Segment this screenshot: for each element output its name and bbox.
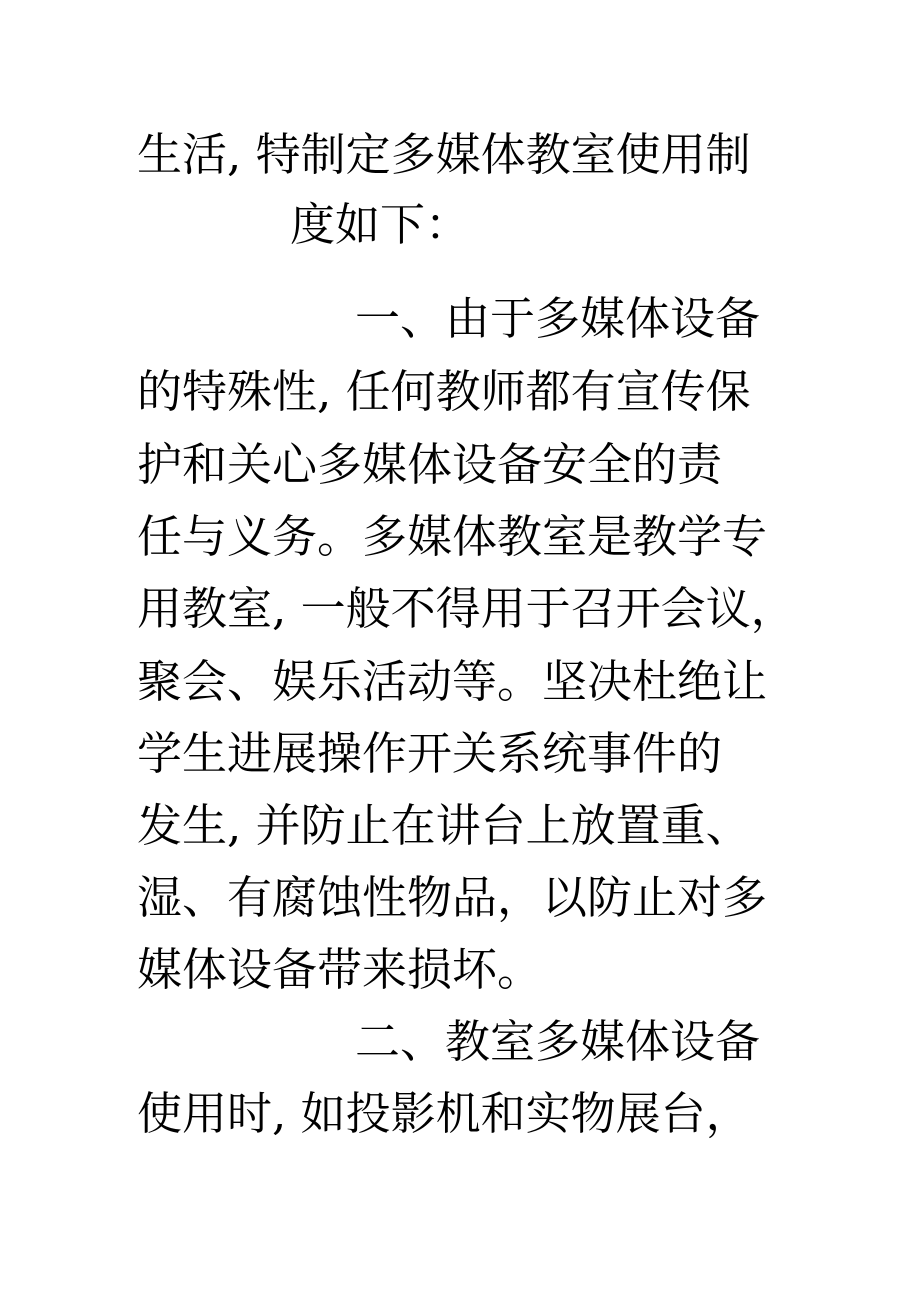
text-line: 湿、有腐蚀性物品，以防止对多 (137, 871, 768, 924)
text-line: 护和关心多媒体设备安全的责 (137, 438, 723, 491)
text-line: 聚会、娱乐活动等。坚决杜绝让 (137, 655, 768, 708)
paragraph-1-start: 一、由于多媒体设备 (355, 292, 761, 345)
text-line: 发生, 并防止在讲台上放置重、 (137, 799, 751, 852)
text-line: 用教室, 一般不得用于召开会议， (137, 582, 796, 635)
text-line: 度如下： (290, 198, 471, 251)
text-line: 任与义务。多媒体教室是教学专 (137, 510, 768, 563)
paragraph-2-start: 二、教室多媒体设备 (355, 1015, 761, 1068)
text-line: 学生进展操作开关系统事件的 (137, 727, 723, 780)
text-line: 使用时, 如投影机和实物展台， (137, 1087, 751, 1140)
text-line: 媒体设备带来损坏。 (137, 943, 543, 996)
text-line: 的特殊性, 任何教师都有宣传保 (137, 365, 751, 418)
text-line: 生活, 特制定多媒体教室使用制 (137, 128, 751, 181)
